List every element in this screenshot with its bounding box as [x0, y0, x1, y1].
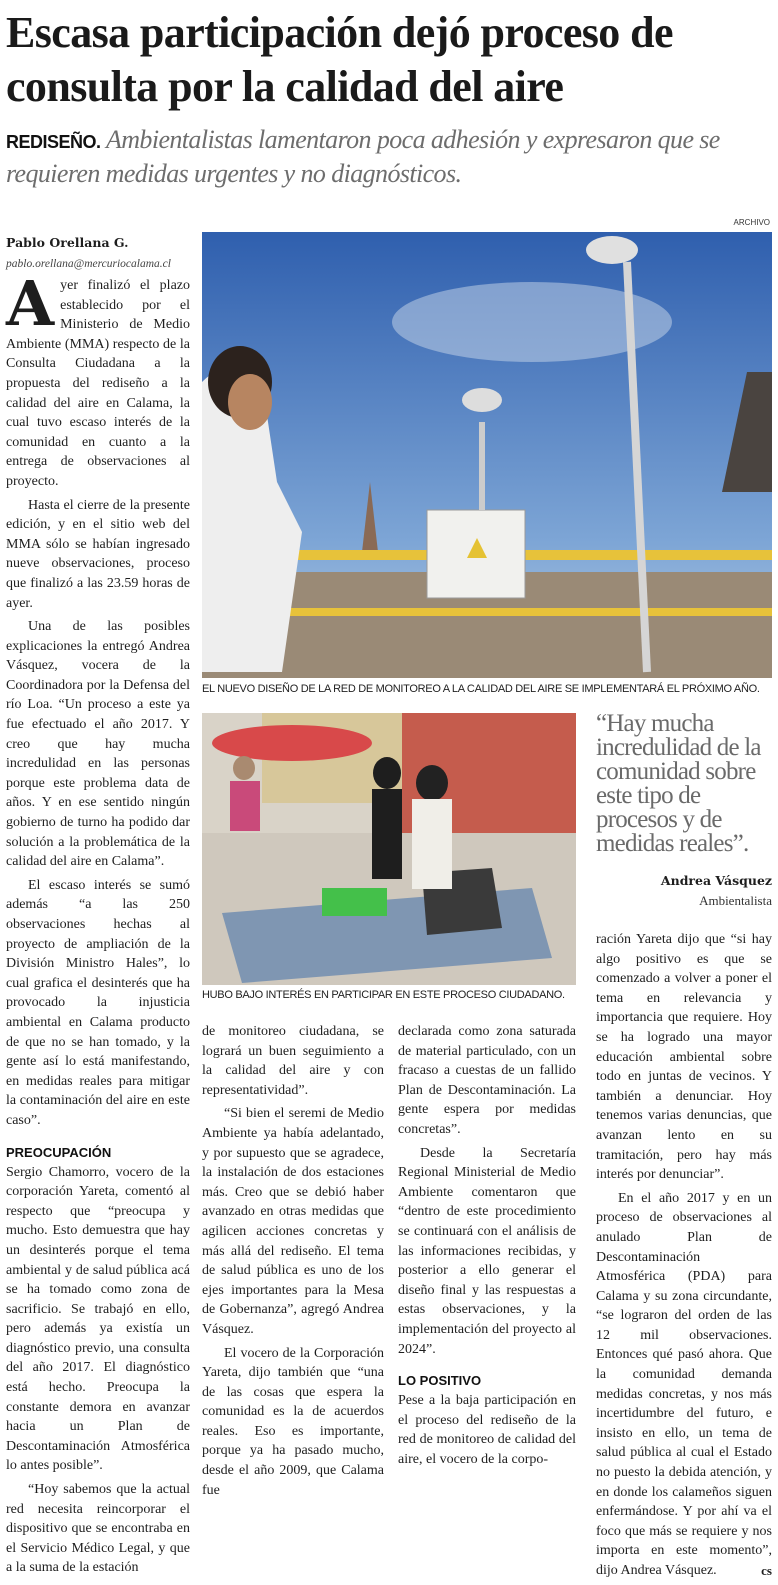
paragraph: El vocero de la Corporación Yareta, dijo también que “una de las cosas que espera la comunidad es la de acuerdos reales. Eso es importante, porque ya ha pasado mucho, desde el año 2009, que Calama fue [202, 1345, 384, 1498]
subheading-lo-positivo: LO POSITIVO [398, 1373, 482, 1389]
paragraph: ración Yareta dijo que “si hay algo positivo es que se comenzado a volver a poner el tema en relevancia y importancia que requiere. Hoy se ha logrado una mayor educación ambiental sobre todo en juntas de vecinos. Y también a denunciar. Hoy tenemos varias denuncias, que avanzan lento en su tramitación, pero hay más interés por denunciar”. [596, 932, 772, 1183]
photo-monitoring-station [202, 232, 772, 678]
paragraph: Una de las posibles explicaciones la entregó Andrea Vásquez, vocera de la Coordinadora por la Defensa del río Loa. “Un proceso a este ya fue efectuado el año 2017. Y creo que hay mucha incredulidad en las personas porque este problema data de años. Y en ese sentido ningún gobierno de turno ha podido dar solución a la problemática de la calidad del aire en Calama”. [6, 619, 190, 870]
deck-kicker: REDISEÑO. [6, 132, 101, 152]
right-column [596, 712, 772, 1585]
paragraph: “Si bien el seremi de Medio Ambiente ya había adelantado, y por supuesto que se agradece, la instalación de dos estaciones más. Creo que se debió haber avanzado en otras medidas que agilicen acciones concretas y más allá del rediseño. El tema de salud pública es uno de los ejes importantes para la Mesa de Gobernanza”, agregó Andrea Vásquez. [202, 1106, 384, 1337]
photo-credit: ARCHIVO [733, 218, 770, 227]
photo-caption-2: HUBO BAJO INTERÉS EN PARTICIPAR EN ESTE PROCESO CIUDADANO. [202, 989, 565, 1001]
end-mark-icon: cs [761, 1563, 772, 1578]
paragraph [6, 267, 190, 492]
pull-quote-role: Ambientalista [699, 893, 772, 908]
column-3 [398, 1022, 576, 1473]
photo-caption-1: EL NUEVO DISEÑO DE LA RED DE MONITOREO A LA CALIDAD DEL AIRE SE IMPLEMENTARÁ EL PRÓXIMO AÑO. [202, 683, 760, 695]
paragraph: Sergio Chamorro, vocero de la corporación Yareta, comentó al respecto que “preocupa y mucho. Esto demuestra que hay un desinterés porque el tema ambiental y de salud pública acá se ha tomado como zona de sacrificio. Se trabajó en ello, pero además ya existía un diagnóstico previo, una consulta del año 2017. El diagnóstico está hecho. Preocupa la constante demora en avanzar hacia un Plan de Descontaminación Atmosférica lo antes posible”. [6, 1164, 190, 1474]
paragraph: “Hoy sabemos que la actual red necesita reincorporar el dispositivo que se encontraba en el Servicio Médico Legal, y que a la suma de la estación [6, 1482, 190, 1576]
drop-cap: A [6, 267, 55, 340]
photo-citizen-process [202, 713, 576, 985]
paragraph-text: En el año 2017 y en un proceso de observaciones al anulado Plan de Descontaminación Atmosférica (PDA) para Calama y su zona circundante, “se lograron del orden de las 12 mil observaciones. Entonces qué pasó ahora. Que la comunidad demanda medidas concretas, y nos más incertidumbre del futuro, e insisto en ello, un tema de salud pública al cual el Estado no puesto la debida atención, y en donde los calameños siguen enfermándose. Y por ahí va el foco que más se requiere y nos importa en este momento”, dijo Andrea Vásquez. [596, 1190, 772, 1578]
paragraph: Hasta el cierre de la presente edición, y en el sitio web del MMA sólo se habían ingresado nueve observaciones, proceso que finalizó a las 23.59 horas de ayer. [6, 497, 190, 611]
deck-text: Ambientalistas lamentaron poca adhesión y expresaron que se requieren medidas urgentes y no diagnósticos. [6, 125, 720, 188]
paragraph-text: yer finalizó el plazo establecido por el Ministerio de Medio Ambiente (MMA) respecto de la Consulta Ciudadana a la propuesta del rediseño a la calidad del aire en Calama, la cual tuvo escaso interés de la comunidad en cuanto a la entrega de observaciones al proyecto. [6, 278, 190, 489]
byline-email: pablo.orellana@mercuriocalama.cl [6, 258, 171, 270]
header-block [6, 6, 774, 190]
deck [6, 124, 774, 190]
column-4 [596, 930, 772, 1581]
paragraph: Desde la Secretaría Regional Ministerial de Medio Ambiente comentaron que “dentro de este procedimiento se continuará con el análisis de las informaciones recibidas, y posterior a ello generar el diseño final y las respuestas a estas observaciones, y la implementación del proyecto al 2024”. [398, 1145, 576, 1357]
paragraph: El escaso interés se sumó además “a las 250 observaciones hechas al proyecto de ampliación de la División Ministro Hales”, lo cual grafica el desinterés que ha provocado la injusticia ambiental en Calama producto de que no se han tomado, y la gente así lo está manifestando, en medidas reales para mitigar la contaminación del aire en este caso”. [6, 877, 190, 1128]
pull-quote-author: Andrea Vásquez [660, 873, 772, 888]
paragraph: de monitoreo ciudadana, se logrará un buen seguimiento a la calidad del aire y con representatividad”. [202, 1024, 384, 1098]
paragraph: Pese a la baja participación en el proceso del rediseño de la red de monitoreo de calidad del aire, el vocero de la corpo- [398, 1393, 576, 1467]
headline: Escasa participación dejó proceso de consulta por la calidad del aire [6, 8, 673, 111]
byline-author: Pablo Orellana G. [6, 235, 129, 250]
column-1 [6, 234, 190, 1582]
pull-quote: “Hay mucha incredulidad de la comunidad sobre este tipo de procesos y de medidas reales”. [596, 710, 761, 857]
subheading-preocupacion: PREOCUPACIÓN [6, 1144, 112, 1160]
monitoring-station-image [202, 232, 772, 678]
paragraph [596, 1189, 772, 1581]
paragraph: declarada como zona saturada de material particulado, con un fracaso a cuestas de un fallido Plan de Descontaminación. La gente espera por medidas concretas”. [398, 1024, 576, 1137]
column-2 [202, 1022, 384, 1504]
citizen-process-image [202, 713, 576, 985]
